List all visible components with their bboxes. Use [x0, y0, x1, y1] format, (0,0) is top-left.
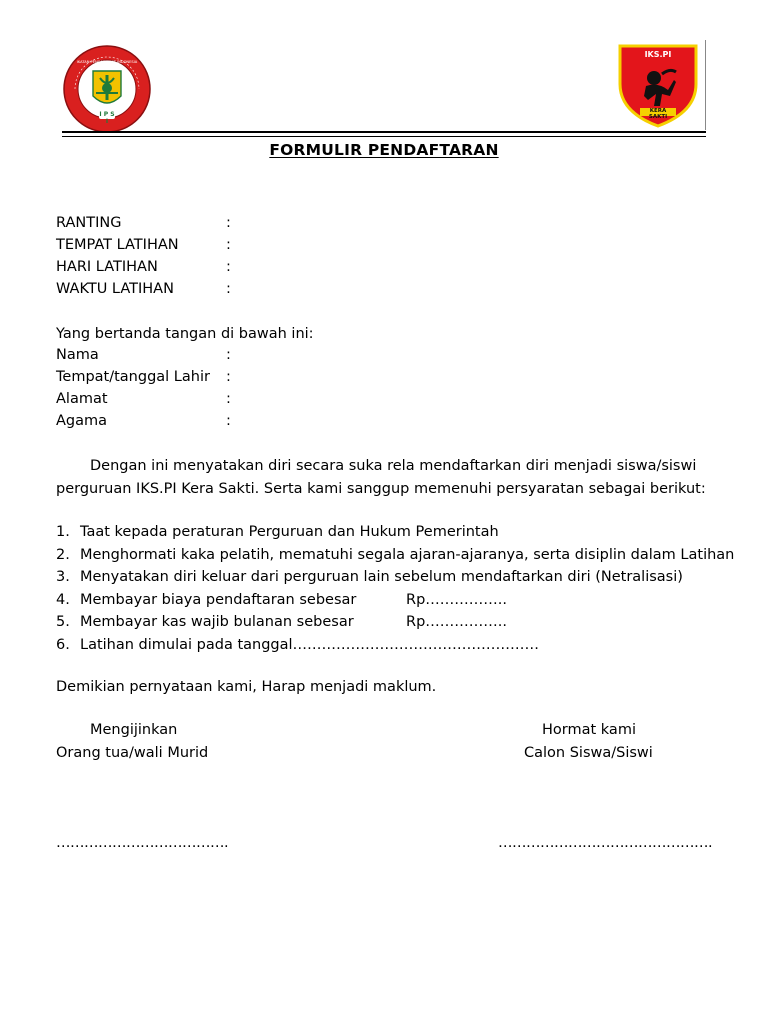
- signature-left-blank: ……………………………….: [56, 835, 229, 851]
- field-label: TEMPAT LATIHAN: [56, 237, 179, 253]
- signature-right-blank: ……………………………………….: [498, 835, 713, 851]
- field-label: Tempat/tanggal Lahir: [56, 369, 210, 385]
- list-number: 5.: [56, 614, 70, 630]
- list-item: [56, 634, 734, 657]
- list-text: Membayar kas wajib bulanan sebesar: [80, 614, 354, 630]
- form-title: FORMULIR PENDAFTARAN: [269, 141, 499, 159]
- field-agama: [56, 411, 236, 431]
- header-rule-thin: [62, 136, 706, 137]
- amount-blank: Rp……………..: [406, 614, 507, 630]
- field-tempat-tanggal-lahir: [56, 367, 236, 387]
- header-edge-line: [705, 40, 706, 130]
- statement-line-1: Dengan ini menyatakan diri secara suka rela mendaftarkan diri menjadi siswa/siswi: [90, 458, 697, 474]
- field-ranting: [56, 213, 236, 233]
- field-colon: :: [226, 347, 231, 363]
- list-text: Taat kepada peraturan Perguruan dan Hukum Pemerintah: [80, 524, 499, 540]
- signature-left-heading: Mengijinkan: [90, 722, 178, 738]
- field-colon: :: [226, 237, 231, 253]
- closing-text: Demikian pernyataan kami, Harap menjadi maklum.: [56, 679, 437, 695]
- field-label: Nama: [56, 347, 99, 363]
- field-colon: :: [226, 259, 231, 275]
- field-colon: :: [226, 281, 231, 297]
- field-colon: :: [226, 413, 231, 429]
- list-text: Membayar biaya pendaftaran sebesar: [80, 591, 357, 608]
- list-number: 6.: [56, 636, 70, 653]
- field-label: WAKTU LATIHAN: [56, 281, 174, 297]
- amount-blank: Rp……………..: [406, 591, 507, 608]
- list-number: 2.: [56, 546, 70, 563]
- list-number: 4.: [56, 591, 70, 608]
- signature-right-role: Calon Siswa/Siswi: [524, 745, 653, 761]
- list-text: Menghormati kaka pelatih, mematuhi segala ajaran-ajaranya, serta disiplin dalam Latihan: [80, 546, 735, 563]
- list-item: [56, 566, 734, 589]
- right-logo-top-text: IKS.PI: [644, 50, 672, 59]
- header-rule-thick: [62, 131, 706, 133]
- field-alamat: [56, 389, 236, 409]
- list-item: [56, 544, 734, 567]
- left-logo-ring-text: IKATAN PENCAK SILAT INDONESIA: [76, 60, 138, 64]
- signature-left-role: Orang tua/wali Murid: [56, 745, 209, 761]
- right-logo-bottom-text: KERA SAKTI: [648, 108, 668, 120]
- list-text: Menyatakan diri keluar dari perguruan lain sebelum mendaftarkan diri (Netralisasi): [80, 569, 683, 585]
- list-number: 3.: [56, 569, 70, 585]
- list-item: [56, 589, 734, 612]
- field-label: Agama: [56, 413, 108, 429]
- field-colon: :: [226, 391, 231, 407]
- field-label: RANTING: [56, 215, 122, 231]
- statement-line-2: perguruan IKS.PI Kera Sakti. Serta kami sanggup memenuhi persyaratan sebagai berikut:: [56, 481, 706, 497]
- field-label: HARI LATIHAN: [56, 259, 158, 275]
- field-nama: [56, 345, 236, 365]
- list-item: [56, 521, 734, 544]
- field-tempat-latihan: [56, 235, 236, 255]
- list-text: Latihan dimulai pada tanggal……………………………………………: [80, 636, 540, 653]
- left-logo-abbr-text: I P S I: [99, 111, 115, 125]
- requirements-list: [56, 521, 734, 656]
- field-colon: :: [226, 215, 231, 231]
- signature-right-heading: Hormat kami: [542, 722, 636, 738]
- intro-text: Yang bertanda tangan di bawah ini:: [56, 326, 314, 342]
- field-waktu-latihan: [56, 279, 236, 299]
- list-item: [56, 611, 734, 634]
- field-label: Alamat: [56, 391, 108, 407]
- list-number: 1.: [56, 524, 70, 540]
- field-colon: :: [226, 369, 231, 385]
- field-hari-latihan: [56, 257, 236, 277]
